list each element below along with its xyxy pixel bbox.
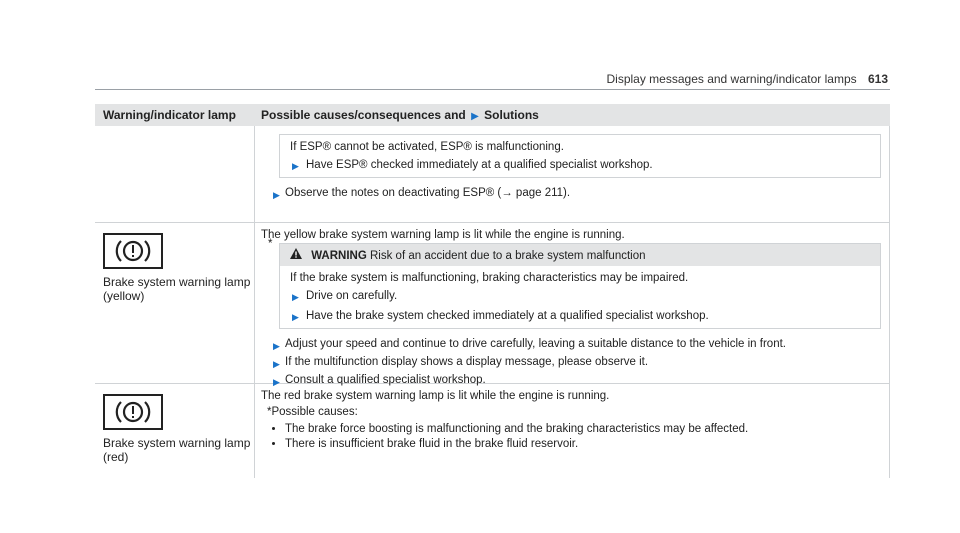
warning-title: WARNING bbox=[311, 250, 367, 262]
warning-body: If the brake system is malfunctioning, braking characteristics may be impaired. bbox=[290, 272, 689, 284]
table-header bbox=[95, 104, 890, 126]
brake-warning-lamp-icon bbox=[103, 233, 163, 269]
lamp-label: Brake system warning lamp (yellow) bbox=[103, 275, 251, 303]
list-item: • The brake force boosting is malfunctioning and the braking characteristics may be affected. bbox=[285, 423, 889, 435]
action-step: ▶ If the multifunction display shows a display message, please observe it. bbox=[255, 353, 889, 371]
list-item: • There is insufficient brake fluid in the brake fluid reservoir. bbox=[285, 438, 889, 450]
header-title: Display messages and warning/indicator lamps bbox=[606, 72, 857, 86]
header-rule bbox=[95, 89, 890, 90]
causes-list bbox=[255, 423, 889, 450]
warning-lamp-table bbox=[95, 104, 890, 478]
red-lamp-text: The red brake system warning lamp is lit while the engine is running. bbox=[261, 390, 610, 402]
solution-arrow-icon: ▶ bbox=[471, 111, 479, 122]
col-header-causes: Possible causes/consequences and ▶ Solutions bbox=[261, 108, 539, 122]
warning-step: ▶ Have the brake system checked immediately at a qualified specialist workshop. bbox=[280, 306, 880, 328]
brake-warning-lamp-icon bbox=[103, 394, 163, 430]
possible-causes: *Possible causes: bbox=[267, 406, 358, 418]
action-step: ▶ Adjust your speed and continue to drive carefully, leaving a suitable distance to the vehicle in front. bbox=[255, 335, 889, 353]
yellow-lamp-text: The yellow brake system warning lamp is lit while the engine is running. bbox=[261, 229, 625, 241]
table-row bbox=[95, 126, 890, 223]
col-header-lamp: Warning/indicator lamp bbox=[103, 108, 236, 122]
esp-subbox bbox=[279, 134, 881, 178]
warning-triangle-icon bbox=[290, 248, 302, 262]
warning-box bbox=[268, 238, 881, 329]
warning-text: Risk of an accident due to a brake system malfunction bbox=[370, 250, 646, 262]
footnote-star: * bbox=[268, 238, 273, 250]
warning-step: ▶ Drive on carefully. bbox=[280, 286, 880, 306]
action-step: ▶ Consult a qualified specialist workshop. bbox=[255, 371, 889, 389]
esp-sub-step: ▶ Have ESP® checked immediately at a qualified specialist workshop. bbox=[280, 155, 880, 177]
esp-text: If ESP® cannot be activated, ESP® is malfunctioning. bbox=[290, 141, 564, 153]
lamp-label: Brake system warning lamp (red) bbox=[103, 436, 251, 464]
page-header bbox=[607, 72, 889, 86]
table-row bbox=[95, 384, 890, 478]
table-row bbox=[95, 223, 890, 384]
page-number: 613 bbox=[867, 72, 888, 86]
esp-step: ▶ Observe the notes on deactivating ESP® (→ page 211). bbox=[255, 184, 889, 202]
warning-header bbox=[280, 244, 880, 266]
